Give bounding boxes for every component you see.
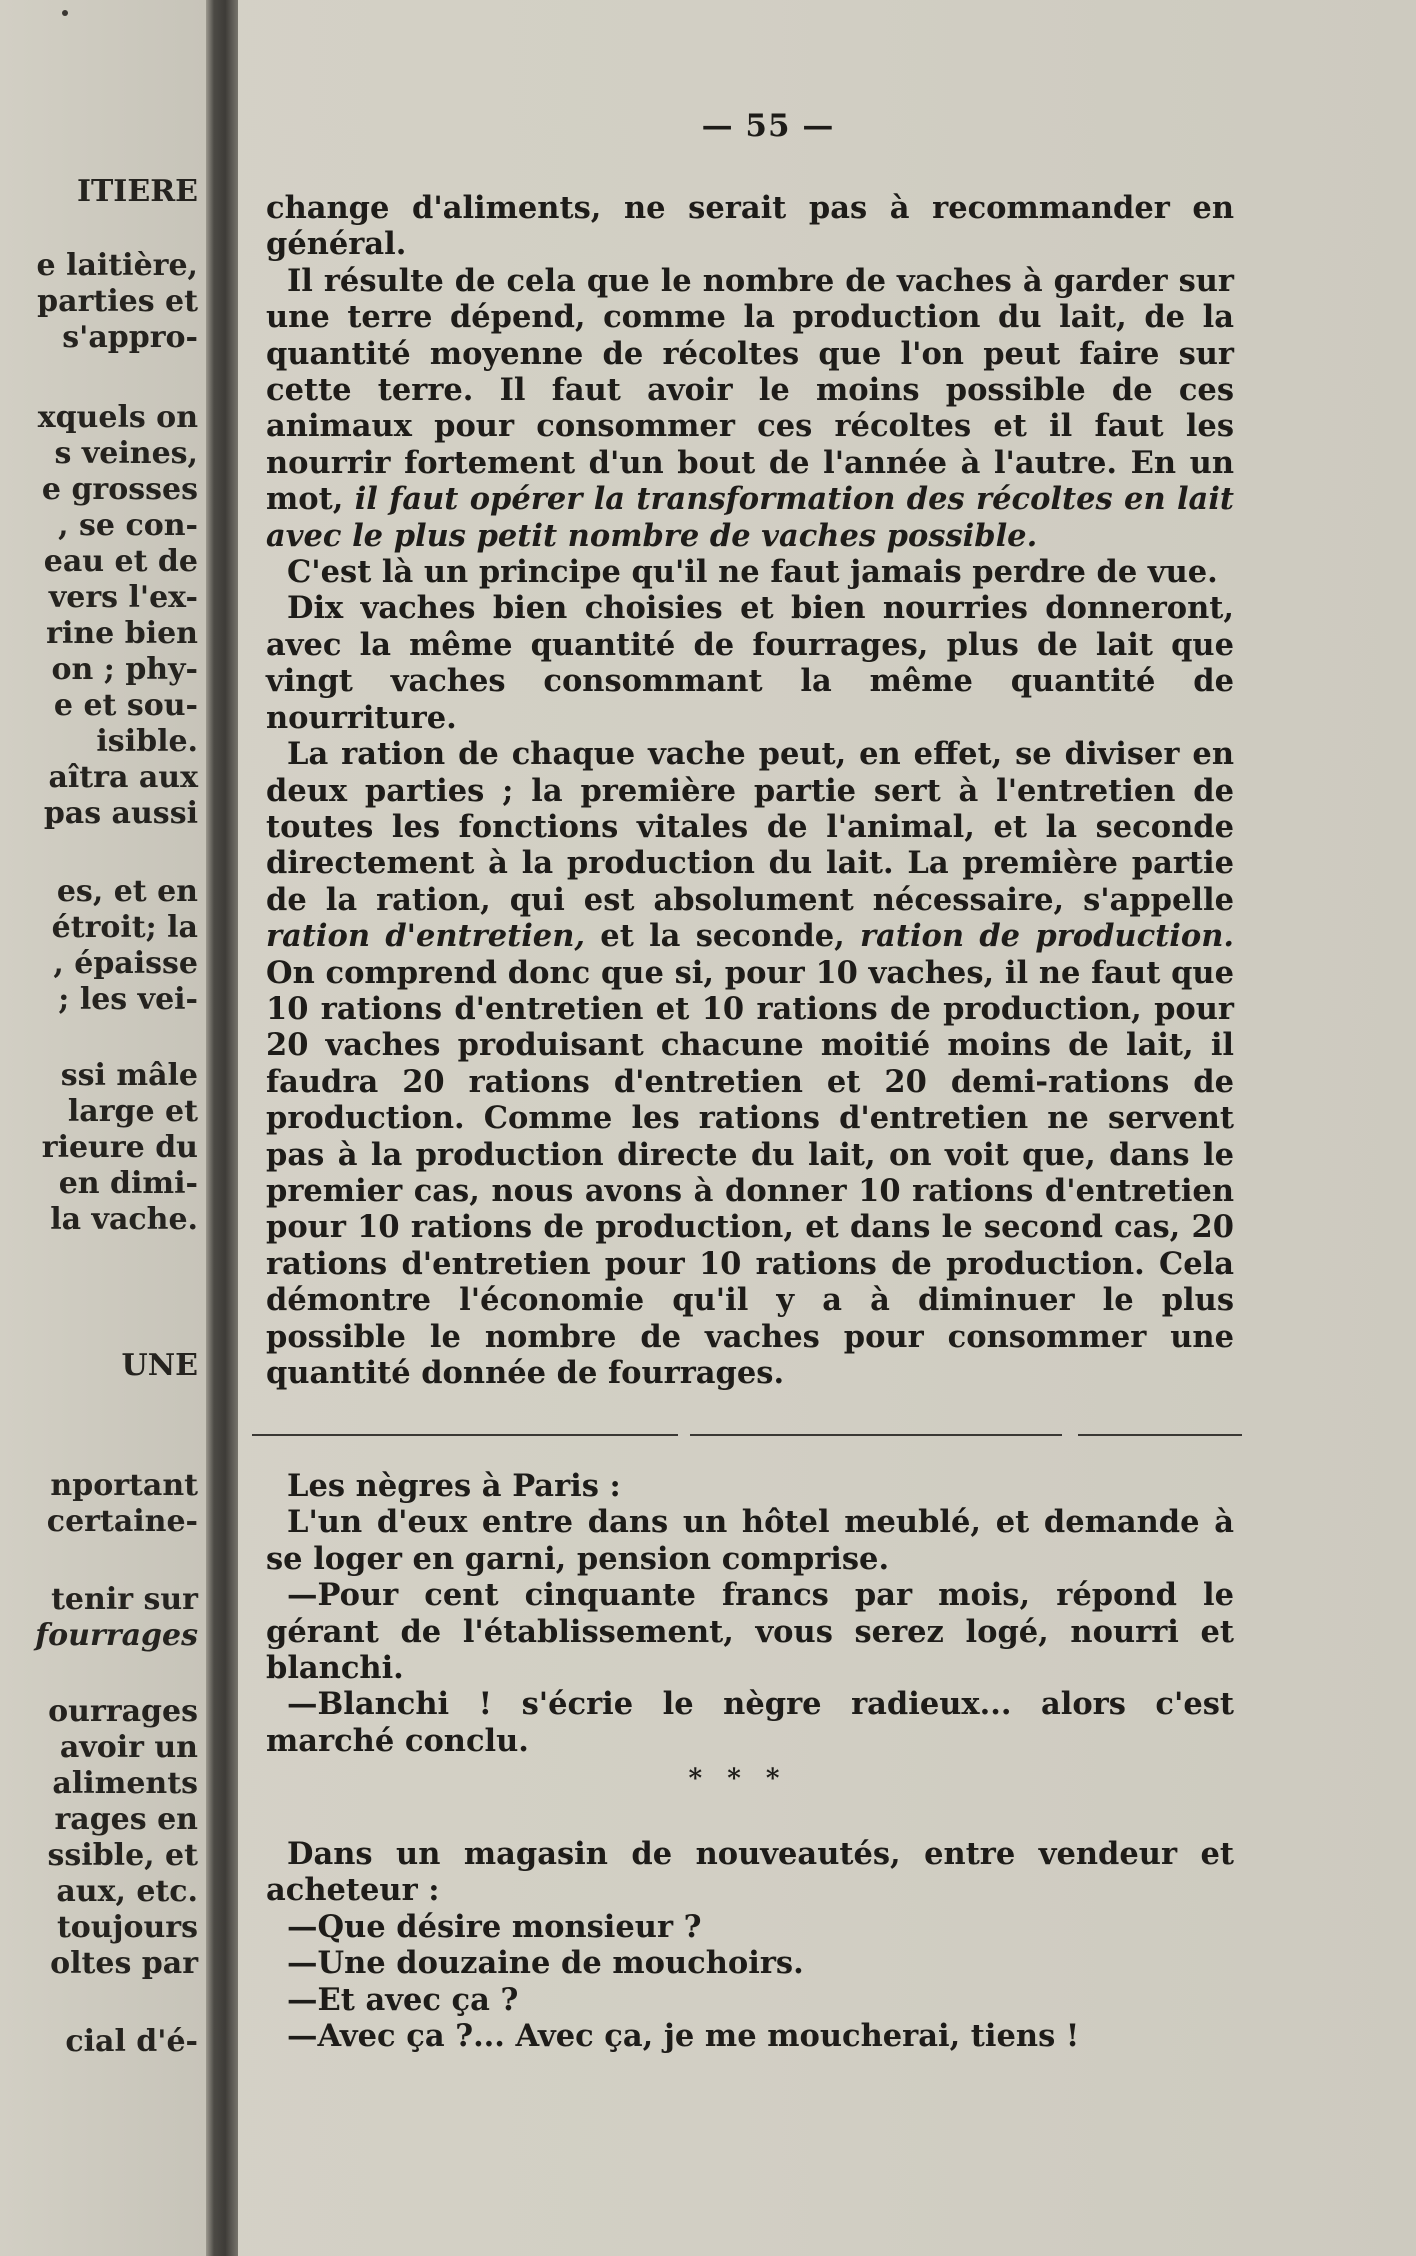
paragraph-text: change d'aliments, ne serait pas à recommander en général. xyxy=(266,190,1234,263)
paragraph xyxy=(266,263,1234,554)
dialogue-line: —Et avec ça ? xyxy=(287,1981,519,2018)
section-divider xyxy=(252,1434,1242,1438)
facing-page-line: aliments xyxy=(52,1766,198,1801)
paragraph-text: et la seconde, xyxy=(600,918,845,955)
ink-speck xyxy=(62,10,68,16)
facing-page-line: rieure du xyxy=(41,1130,198,1165)
facing-page-line: vers l'ex- xyxy=(48,580,198,615)
facing-page-line: s veines, xyxy=(54,436,198,471)
emphasized-text: ration d'entretien, xyxy=(266,918,585,955)
paragraph xyxy=(266,190,1234,263)
facing-page-line: on ; phy- xyxy=(51,652,198,687)
paragraph xyxy=(266,554,1234,590)
article-text xyxy=(266,190,1234,1391)
facing-page-line: xquels on xyxy=(37,400,198,435)
divider-rule xyxy=(1078,1434,1242,1436)
dialogue-line: —Que désire monsieur ? xyxy=(287,1908,702,1945)
facing-page-line: s'appro- xyxy=(62,320,198,355)
facing-page-line: nportant xyxy=(50,1468,198,1503)
facing-page-fragment xyxy=(0,0,206,2256)
paragraph-text: La ration de chaque vache peut, en effet, se diviser en deux parties ; la première partie sert à l'entretien de toutes les fonctions vitales de l'animal, et la seconde directement à la production du lait. La première partie de la ration, qui est absolument nécessaire, s'appelle xyxy=(266,736,1234,918)
facing-page-line: ; les vei- xyxy=(58,982,198,1017)
facing-page-line: rine bien xyxy=(46,616,198,651)
facing-page-line: , épaisse xyxy=(53,946,198,981)
anecdote-line: —Pour cent cinquante francs par mois, répond le gérant de l'établissement, vous serez logé, nourri et blanchi. xyxy=(266,1577,1234,1687)
facing-page-line: cial d'é- xyxy=(65,2024,198,2059)
facing-page-line: e grosses xyxy=(41,472,198,507)
facing-page-line: tenir sur xyxy=(51,1582,198,1617)
facing-page-line: ourrages xyxy=(48,1694,198,1729)
facing-page-line: ssible, et xyxy=(47,1838,198,1873)
anecdote-intro: Dans un magasin de nouveautés, entre vendeur et acheteur : xyxy=(266,1836,1234,1909)
anecdote-line: L'un d'eux entre dans un hôtel meublé, et demande à se loger en garni, pension comprise. xyxy=(266,1504,1234,1577)
facing-page-line: avoir un xyxy=(59,1730,198,1765)
facing-page-line: aux, etc. xyxy=(56,1874,198,1909)
facing-page-line: e laitière, xyxy=(36,248,198,283)
facing-page-line: pas aussi xyxy=(43,796,198,831)
book-gutter xyxy=(206,0,238,2256)
paragraph-text: Il résulte de cela que le nombre de vaches à garder sur une terre dépend, comme la production du lait, de la quantité moyenne de récoltes que l'on peut faire sur cette terre. Il faut avoir le moins possible de ces animaux pour consommer ces récoltes et il faut les nourrir fortement d'un bout de l'année à l'autre. En un mot, xyxy=(266,262,1234,518)
facing-page-line: , se con- xyxy=(58,508,198,543)
facing-page-line: toujours xyxy=(56,1910,198,1945)
paragraph xyxy=(266,590,1234,736)
facing-page-line: parties et xyxy=(37,284,198,319)
facing-page-line: e et sou- xyxy=(53,688,198,723)
facing-page-line: large et xyxy=(67,1094,198,1129)
facing-page-line: en dimi- xyxy=(58,1166,198,1201)
facing-page-line: certaine- xyxy=(46,1504,198,1539)
emphasized-text: il faut opérer la transformation des récoltes en lait avec le plus petit nombre de vaches possible. xyxy=(266,481,1234,554)
facing-page-line: la vache. xyxy=(50,1202,198,1237)
facing-page-line: étroit; la xyxy=(51,910,198,945)
main-page xyxy=(238,0,1416,2256)
anecdote-heading: Les nègres à Paris : xyxy=(287,1468,621,1504)
facing-page-line: ssi mâle xyxy=(60,1058,198,1093)
dialogue-line: —Avec ça ?... Avec ça, je me moucherai, tiens ! xyxy=(287,2018,1080,2055)
paragraph-text: Dix vaches bien choisies et bien nourries donneront, avec la même quantité de fourrages, plus de lait que vingt vaches consommant la même quantité de nourriture. xyxy=(266,590,1234,736)
facing-page-line: fourrages xyxy=(35,1618,198,1653)
facing-page-line: UNE xyxy=(121,1348,198,1383)
page-number: — 55 — xyxy=(701,108,835,144)
facing-page-line: isible. xyxy=(96,724,198,759)
facing-page-line: es, et en xyxy=(56,874,198,909)
paragraph xyxy=(266,736,1234,1391)
divider-rule xyxy=(252,1434,678,1436)
dialogue-line: —Une douzaine de mouchoirs. xyxy=(287,1945,804,1982)
facing-page-line: oltes par xyxy=(50,1946,198,1981)
facing-page-line: eau et de xyxy=(43,544,198,579)
anecdote-magasin xyxy=(266,1836,1234,2054)
anecdote-line: —Blanchi ! s'écrie le nègre radieux... alors c'est marché conclu. xyxy=(266,1686,1234,1759)
anecdote-negres xyxy=(266,1468,1234,1759)
paragraph-text: On comprend donc que si, pour 10 vaches, il ne faut que 10 rations d'entretien et 10 rations de production, pour 20 vaches produisant chacune moitié moins de lait, il faudra 20 rations d'entretien et 20 demi-rations de production. Comme les rations d'entretien ne servent pas à la production directe du lait, on voit que, dans le premier cas, nous avons à donner 10 rations d'entretien pour 10 rations de production, et dans le second cas, 20 rations d'entretien pour 10 rations de production. Cela démontre l'économie qu'il y a à diminuer le plus possible le nombre de vaches pour consommer une quantité donnée de fourrages. xyxy=(266,954,1234,1391)
facing-page-line: rages en xyxy=(54,1802,198,1837)
paragraph-text: C'est là un principe qu'il ne faut jamais perdre de vue. xyxy=(287,554,1218,591)
divider-rule xyxy=(690,1434,1062,1436)
facing-page-line: aîtra aux xyxy=(48,760,198,795)
emphasized-text: ration de production. xyxy=(860,918,1234,955)
asterism-separator: * * * xyxy=(688,1764,788,1794)
facing-page-line: ITIERE xyxy=(76,174,198,209)
